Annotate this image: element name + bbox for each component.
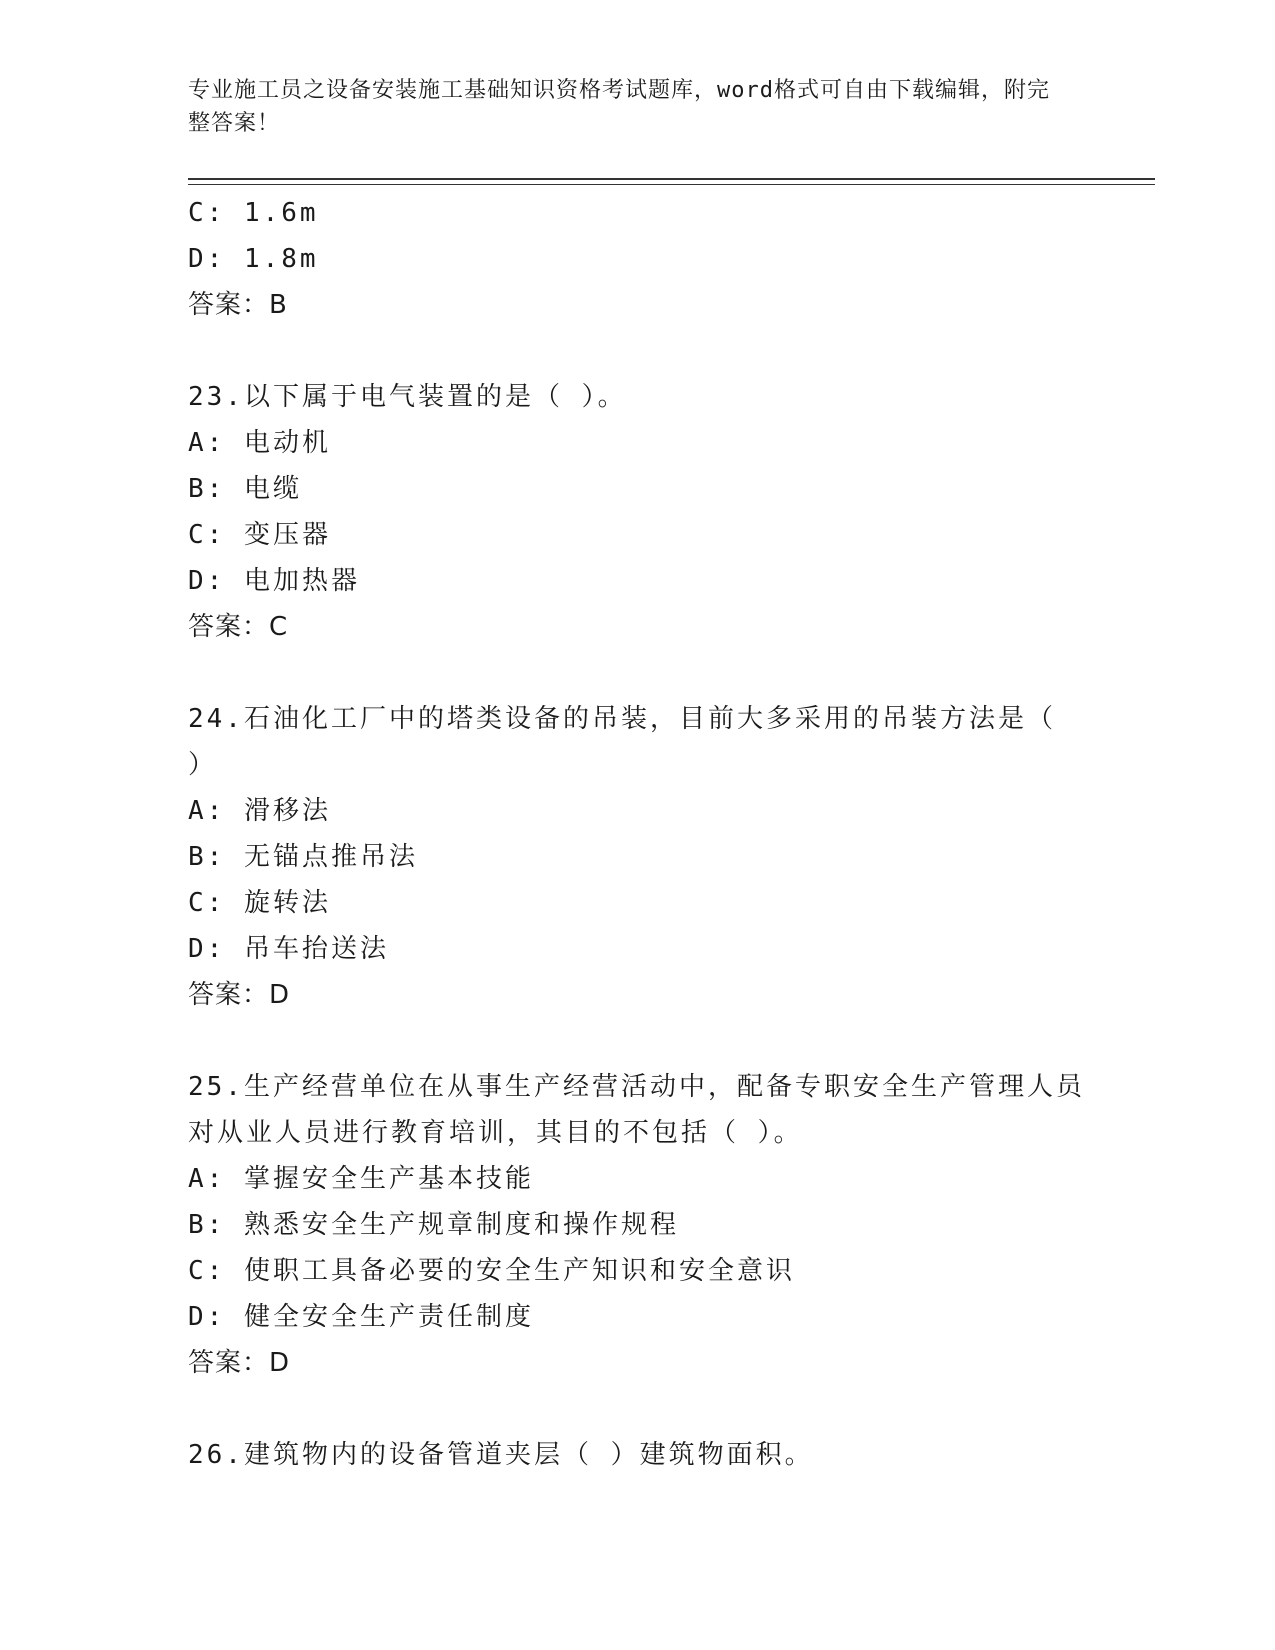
option-d: D: 电加热器 — [188, 566, 360, 596]
answer: 答案：B — [188, 290, 288, 320]
option-d: D: 健全安全生产责任制度 — [188, 1302, 534, 1332]
question-stem: 23.以下属于电气装置的是（ ）。 — [188, 382, 627, 412]
option-c: C: 旋转法 — [188, 888, 331, 918]
answer: 答案：C — [188, 612, 289, 642]
question-26 — [188, 1432, 1088, 1478]
option-c: C: 使职工具备必要的安全生产知识和安全意识 — [188, 1256, 795, 1286]
option-d: D: 吊车抬送法 — [188, 934, 389, 964]
option-c: C: 1.6m — [188, 198, 319, 228]
option-b: B: 熟悉安全生产规章制度和操作规程 — [188, 1210, 679, 1240]
question-stem: 25.生产经营单位在从事生产经营活动中，配备专职安全生产管理人员对从业人员进行教育培训，其目的不包括（ ）。 — [188, 1072, 1085, 1148]
option-c: C: 变压器 — [188, 520, 331, 550]
option-a: A: 滑移法 — [188, 796, 331, 826]
header-divider — [188, 178, 1155, 185]
option-b: B: 无锚点推吊法 — [188, 842, 418, 872]
question-stem: 26.建筑物内的设备管道夹层（ ）建筑物面积。 — [188, 1440, 814, 1470]
question-25 — [188, 1064, 1088, 1386]
question-24 — [188, 696, 1088, 1018]
answer: 答案：D — [188, 980, 291, 1010]
option-b: B: 电缆 — [188, 474, 302, 504]
question-stem: 24.石油化工厂中的塔类设备的吊装，目前大多采用的吊装方法是（ ） — [188, 704, 1056, 780]
page-header: 专业施工员之设备安装施工基础知识资格考试题库，word格式可自由下载编辑，附完整答案！ — [188, 78, 1050, 136]
question-list — [188, 190, 1088, 1478]
option-a: A: 电动机 — [188, 428, 331, 458]
answer: 答案：D — [188, 1348, 291, 1378]
option-d: D: 1.8m — [188, 244, 319, 274]
option-a: A: 掌握安全生产基本技能 — [188, 1164, 534, 1194]
question-22-tail — [188, 190, 1088, 328]
question-23 — [188, 374, 1088, 650]
